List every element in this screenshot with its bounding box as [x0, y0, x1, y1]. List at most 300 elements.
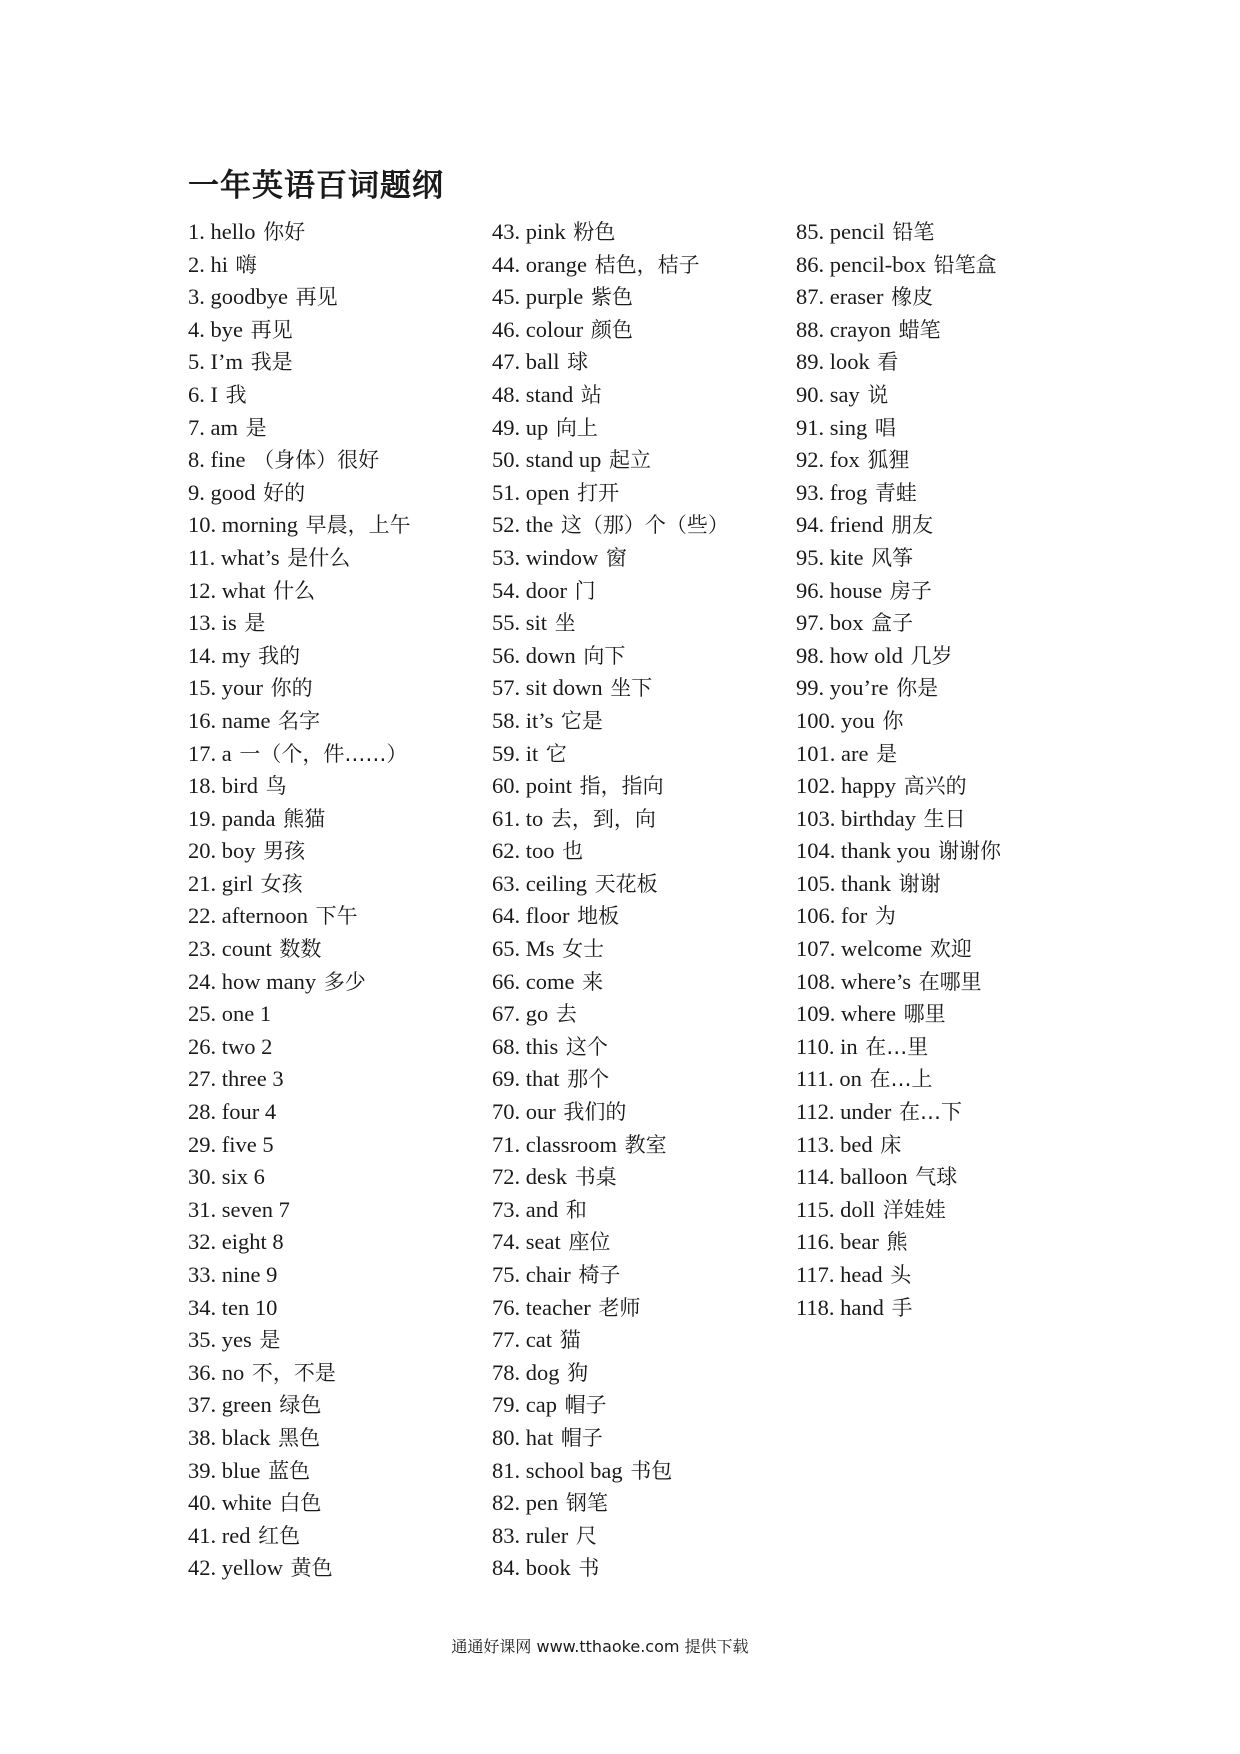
word-english: 79. cap: [492, 1392, 557, 1418]
word-item: [796, 1259, 1001, 1292]
word-chinese: 是: [244, 611, 266, 636]
word-english: 86. pencil-box: [796, 251, 926, 277]
word-chinese: 也: [562, 839, 584, 864]
word-chinese: 我的: [258, 643, 301, 668]
word-english: 96. house: [796, 577, 883, 603]
word-item: [796, 314, 1001, 347]
word-chinese: 一（个，件……）: [239, 741, 408, 766]
word-item: [188, 1194, 411, 1227]
word-english: 74. seat: [492, 1229, 561, 1255]
word-item: [796, 770, 1001, 803]
word-chinese: 在…里: [865, 1034, 929, 1059]
word-item: [188, 1455, 411, 1488]
word-chinese: 地板: [577, 904, 620, 929]
word-item: [492, 1455, 729, 1488]
word-item: [188, 998, 411, 1031]
word-english: 84. book: [492, 1555, 571, 1581]
word-item: [492, 966, 729, 999]
word-chinese: 钢笔: [565, 1491, 608, 1516]
word-chinese: 和: [565, 1197, 587, 1222]
word-chinese: 我是: [250, 350, 293, 375]
word-chinese: 站: [580, 382, 602, 407]
word-chinese: 不，不是: [251, 1360, 336, 1385]
word-english: 43. pink: [492, 219, 566, 244]
word-english: 116. bear: [796, 1229, 879, 1255]
word-item: [796, 640, 1001, 673]
word-chinese: 什么: [273, 578, 316, 603]
word-chinese: 欢迎: [929, 937, 972, 962]
word-chinese: 在哪里: [918, 969, 982, 994]
word-item: [492, 1520, 729, 1553]
word-item: [796, 738, 1001, 771]
word-item: [492, 444, 729, 477]
word-chinese: 谢谢你: [938, 839, 1001, 864]
word-item: [188, 705, 411, 738]
word-english: 111. on: [796, 1066, 862, 1092]
word-english: 60. point: [492, 773, 573, 799]
word-english: 10. morning: [188, 512, 298, 538]
word-english: 21. girl: [188, 870, 253, 896]
word-english: 70. our: [492, 1099, 556, 1125]
word-chinese: 在…上: [869, 1067, 933, 1092]
word-item: [188, 281, 411, 314]
word-item: [188, 672, 411, 705]
word-chinese: 起立: [609, 448, 651, 473]
word-item: [796, 509, 1001, 542]
word-item: [492, 705, 729, 738]
word-item: [492, 281, 729, 314]
word-chinese: 书桌: [574, 1165, 617, 1190]
word-item: [188, 803, 411, 836]
word-english: 29. five 5: [188, 1131, 274, 1157]
word-english: 69. that: [492, 1066, 560, 1092]
word-item: [188, 1520, 411, 1553]
word-item: [188, 412, 411, 445]
word-item: [796, 998, 1001, 1031]
word-item: [796, 868, 1001, 901]
word-chinese: 好的: [263, 480, 306, 505]
word-chinese: 几岁: [910, 643, 953, 668]
word-chinese: 熊: [886, 1230, 908, 1255]
word-item: [492, 738, 729, 771]
word-item: [796, 477, 1001, 510]
word-item: [188, 249, 411, 282]
word-chinese: 我: [225, 382, 247, 407]
word-item: [492, 803, 729, 836]
word-english: 107. welcome: [796, 936, 923, 962]
word-english: 6. I: [188, 381, 218, 407]
word-english: 7. am: [188, 414, 238, 440]
word-item: [492, 672, 729, 705]
word-english: 51. open: [492, 479, 570, 505]
word-item: [188, 640, 411, 673]
word-chinese: 打开: [577, 480, 620, 505]
word-item: [492, 835, 729, 868]
word-english: 33. nine 9: [188, 1262, 278, 1287]
word-chinese: 狗: [567, 1360, 589, 1385]
word-english: 59. it: [492, 740, 539, 766]
word-chinese: 说: [867, 382, 889, 407]
word-chinese: 去，到，向: [550, 806, 656, 831]
word-chinese: 看: [877, 350, 899, 375]
word-item: [796, 803, 1001, 836]
word-english: 49. up: [492, 414, 549, 440]
word-item: [796, 346, 1001, 379]
word-english: 8. fine: [188, 447, 246, 473]
word-item: [492, 346, 729, 379]
word-chinese: 天花板: [594, 871, 658, 896]
word-chinese: 再见: [295, 285, 338, 310]
word-item: [796, 933, 1001, 966]
word-chinese: 你: [882, 708, 904, 733]
word-item: [188, 575, 411, 608]
word-english: 89. look: [796, 349, 870, 375]
word-english: 110. in: [796, 1033, 858, 1059]
word-english: 105. thank: [796, 870, 891, 896]
word-english: 9. good: [188, 479, 256, 505]
word-item: [796, 412, 1001, 445]
word-english: 52. the: [492, 512, 554, 538]
word-english: 99. you’re: [796, 675, 889, 701]
word-list-column-3: [796, 216, 1001, 1324]
word-chinese: 桔色，桔子: [594, 252, 700, 277]
word-chinese: 猫: [559, 1328, 581, 1353]
word-english: 42. yellow: [188, 1555, 283, 1581]
word-chinese: 数数: [279, 937, 322, 962]
word-english: 64. floor: [492, 903, 570, 929]
word-item: [188, 1129, 411, 1162]
word-item: [188, 379, 411, 412]
word-item: [796, 1161, 1001, 1194]
word-item: [188, 1259, 411, 1292]
word-item: [796, 1031, 1001, 1064]
word-item: [492, 1096, 729, 1129]
word-item: [492, 1161, 729, 1194]
word-english: 38. black: [188, 1424, 271, 1450]
word-chinese: 女孩: [260, 871, 303, 896]
word-chinese: 紫色: [590, 285, 633, 310]
word-chinese: 下午: [315, 904, 358, 929]
word-item: [188, 1552, 411, 1585]
word-item: [796, 705, 1001, 738]
word-item: [796, 444, 1001, 477]
word-chinese: 青蛙: [874, 480, 917, 505]
word-chinese: 它是: [560, 708, 603, 733]
word-list-column-1: [188, 216, 411, 1585]
word-english: 104. thank you: [796, 838, 931, 864]
word-english: 81. school bag: [492, 1457, 623, 1483]
word-english: 117. head: [796, 1262, 883, 1287]
word-english: 77. cat: [492, 1327, 552, 1353]
word-item: [796, 379, 1001, 412]
word-english: 11. what’s: [188, 544, 280, 570]
word-item: [188, 314, 411, 347]
word-chinese: 谢谢: [898, 871, 941, 896]
word-item: [796, 575, 1001, 608]
word-item: [188, 1161, 411, 1194]
word-english: 19. panda: [188, 805, 276, 831]
word-item: [492, 379, 729, 412]
word-english: 87. eraser: [796, 284, 884, 310]
word-item: [796, 966, 1001, 999]
word-item: [492, 542, 729, 575]
word-item: [492, 1487, 729, 1520]
word-item: [188, 346, 411, 379]
word-item: [796, 216, 1001, 249]
word-item: [188, 477, 411, 510]
word-english: 1. hello: [188, 219, 256, 244]
word-english: 30. six 6: [188, 1164, 265, 1190]
word-item: [796, 1096, 1001, 1129]
word-english: 13. is: [188, 610, 237, 636]
word-chinese: 指，指向: [579, 774, 664, 799]
word-chinese: 向下: [583, 643, 626, 668]
word-english: 53. window: [492, 544, 599, 570]
word-english: 36. no: [188, 1359, 245, 1385]
word-english: 75. chair: [492, 1262, 571, 1287]
word-item: [188, 216, 411, 249]
word-item: [188, 509, 411, 542]
word-english: 88. crayon: [796, 316, 891, 342]
word-chinese: 鸟: [265, 774, 287, 799]
word-english: 90. say: [796, 381, 860, 407]
word-item: [492, 1031, 729, 1064]
word-english: 31. seven 7: [188, 1196, 290, 1222]
word-chinese: 再见: [250, 317, 293, 342]
word-chinese: 是: [876, 741, 898, 766]
word-item: [188, 1389, 411, 1422]
word-chinese: 这（那）个（些）: [560, 513, 729, 538]
word-english: 55. sit: [492, 610, 548, 636]
word-item: [492, 1194, 729, 1227]
word-english: 108. where’s: [796, 968, 911, 994]
word-item: [492, 770, 729, 803]
word-english: 24. how many: [188, 968, 317, 994]
word-chinese: 来: [582, 969, 604, 994]
word-english: 4. bye: [188, 316, 243, 342]
word-item: [492, 1292, 729, 1325]
word-chinese: （身体）很好: [253, 448, 380, 473]
word-english: 35. yes: [188, 1327, 252, 1353]
word-chinese: 名字: [278, 708, 321, 733]
word-chinese: 唱: [874, 415, 896, 440]
word-chinese: 嗨: [235, 252, 257, 277]
word-chinese: 狐狸: [867, 448, 910, 473]
word-chinese: 手: [891, 1295, 913, 1320]
word-english: 103. birthday: [796, 805, 916, 831]
word-chinese: 座位: [568, 1230, 611, 1255]
word-english: 45. purple: [492, 284, 584, 310]
word-english: 82. pen: [492, 1490, 559, 1516]
word-item: [796, 281, 1001, 314]
word-chinese: 坐下: [610, 676, 653, 701]
word-english: 46. colour: [492, 316, 584, 342]
word-item: [796, 672, 1001, 705]
word-chinese: 它: [545, 741, 567, 766]
word-english: 76. teacher: [492, 1294, 591, 1320]
word-item: [796, 1194, 1001, 1227]
word-item: [188, 1096, 411, 1129]
word-chinese: 门: [574, 578, 596, 603]
word-english: 98. how old: [796, 642, 903, 668]
word-item: [492, 216, 729, 249]
word-item: [492, 477, 729, 510]
word-item: [188, 966, 411, 999]
word-item: [188, 835, 411, 868]
word-item: [492, 900, 729, 933]
word-english: 14. my: [188, 642, 251, 668]
word-english: 80. hat: [492, 1424, 554, 1450]
word-chinese: 气球: [915, 1165, 958, 1190]
word-item: [188, 1324, 411, 1357]
word-item: [796, 249, 1001, 282]
word-item: [796, 607, 1001, 640]
word-item: [188, 1357, 411, 1390]
word-chinese: 橡皮: [891, 285, 934, 310]
word-chinese: 白色: [279, 1491, 322, 1516]
word-chinese: 多少: [323, 969, 366, 994]
word-item: [492, 1357, 729, 1390]
word-chinese: 向上: [555, 415, 598, 440]
word-english: 12. what: [188, 577, 266, 603]
word-english: 106. for: [796, 903, 868, 929]
word-english: 115. doll: [796, 1196, 876, 1222]
word-chinese: 帽子: [560, 1425, 603, 1450]
word-english: 65. Ms: [492, 936, 555, 962]
word-english: 22. afternoon: [188, 903, 308, 929]
word-chinese: 蓝色: [268, 1458, 311, 1483]
word-english: 3. goodbye: [188, 284, 288, 310]
word-chinese: 教室: [624, 1132, 667, 1157]
word-chinese: 蜡笔: [898, 317, 941, 342]
word-chinese: 老师: [598, 1295, 641, 1320]
word-item: [492, 1129, 729, 1162]
word-english: 73. and: [492, 1196, 559, 1222]
word-chinese: 熊猫: [283, 806, 326, 831]
word-english: 16. name: [188, 707, 271, 733]
word-item: [796, 1063, 1001, 1096]
word-english: 78. dog: [492, 1359, 560, 1385]
word-item: [492, 998, 729, 1031]
word-english: 27. three 3: [188, 1066, 284, 1092]
word-english: 32. eight 8: [188, 1229, 284, 1255]
word-item: [492, 314, 729, 347]
word-item: [492, 933, 729, 966]
word-item: [188, 1031, 411, 1064]
word-item: [188, 1487, 411, 1520]
word-chinese: 铅笔盒: [933, 252, 997, 277]
word-chinese: 为: [874, 904, 896, 929]
word-list-column-2: [492, 216, 729, 1585]
word-chinese: 你好: [263, 220, 306, 244]
word-english: 5. I’m: [188, 349, 243, 375]
word-english: 66. come: [492, 968, 575, 994]
word-english: 92. fox: [796, 447, 860, 473]
word-english: 18. bird: [188, 773, 258, 799]
word-item: [492, 1324, 729, 1357]
word-english: 62. too: [492, 838, 555, 864]
word-english: 54. door: [492, 577, 567, 603]
word-english: 58. it’s: [492, 707, 554, 733]
word-item: [188, 542, 411, 575]
word-item: [492, 1259, 729, 1292]
word-item: [492, 1389, 729, 1422]
word-english: 34. ten 10: [188, 1294, 278, 1320]
word-chinese: 椅子: [578, 1263, 621, 1287]
word-english: 39. blue: [188, 1457, 261, 1483]
word-item: [492, 1422, 729, 1455]
word-item: [492, 412, 729, 445]
word-chinese: 盒子: [871, 611, 914, 636]
word-chinese: 这个: [565, 1034, 608, 1059]
word-chinese: 去: [555, 1002, 577, 1027]
word-english: 41. red: [188, 1522, 251, 1548]
word-english: 71. classroom: [492, 1131, 617, 1157]
word-item: [492, 640, 729, 673]
word-chinese: 床: [880, 1132, 902, 1157]
word-item: [492, 509, 729, 542]
footer-source: 通通好课网 www.tthaoke.com 提供下载: [451, 1637, 749, 1656]
word-chinese: 哪里: [903, 1002, 946, 1027]
word-english: 20. boy: [188, 838, 256, 864]
word-english: 57. sit down: [492, 675, 603, 701]
word-item: [492, 575, 729, 608]
word-english: 91. sing: [796, 414, 868, 440]
word-english: 44. orange: [492, 251, 587, 277]
word-english: 47. ball: [492, 349, 560, 375]
word-english: 25. one 1: [188, 1001, 272, 1027]
word-english: 112. under: [796, 1099, 892, 1125]
word-item: [492, 607, 729, 640]
word-chinese: 洋娃娃: [882, 1197, 946, 1222]
word-item: [796, 900, 1001, 933]
word-english: 109. where: [796, 1001, 896, 1027]
word-english: 17. a: [188, 740, 232, 766]
word-english: 2. hi: [188, 251, 229, 277]
word-english: 50. stand up: [492, 447, 602, 473]
word-english: 97. box: [796, 610, 864, 636]
word-chinese: 在…下: [899, 1100, 963, 1125]
word-chinese: 是什么: [287, 545, 351, 570]
word-chinese: 帽子: [564, 1393, 607, 1418]
word-item: [188, 1226, 411, 1259]
word-english: 28. four 4: [188, 1099, 277, 1125]
word-english: 113. bed: [796, 1131, 873, 1157]
word-item: [796, 1129, 1001, 1162]
word-item: [796, 835, 1001, 868]
word-english: 63. ceiling: [492, 870, 587, 896]
word-chinese: 是: [259, 1328, 281, 1353]
word-chinese: 坐: [554, 611, 576, 636]
word-chinese: 粉色: [573, 220, 616, 244]
word-english: 15. your: [188, 675, 263, 701]
word-english: 40. white: [188, 1490, 272, 1516]
word-english: 68. this: [492, 1033, 559, 1059]
word-item: [188, 900, 411, 933]
word-chinese: 是: [245, 415, 267, 440]
word-english: 37. green: [188, 1392, 272, 1418]
word-item: [188, 770, 411, 803]
word-english: 102. happy: [796, 773, 896, 799]
word-chinese: 红色: [258, 1523, 301, 1548]
word-chinese: 高兴的: [903, 774, 967, 799]
word-item: [796, 542, 1001, 575]
word-item: [188, 607, 411, 640]
word-chinese: 早晨，上午: [305, 513, 411, 538]
word-english: 95. kite: [796, 544, 864, 570]
word-chinese: 我们的: [563, 1100, 627, 1125]
word-chinese: 生日: [923, 806, 966, 831]
